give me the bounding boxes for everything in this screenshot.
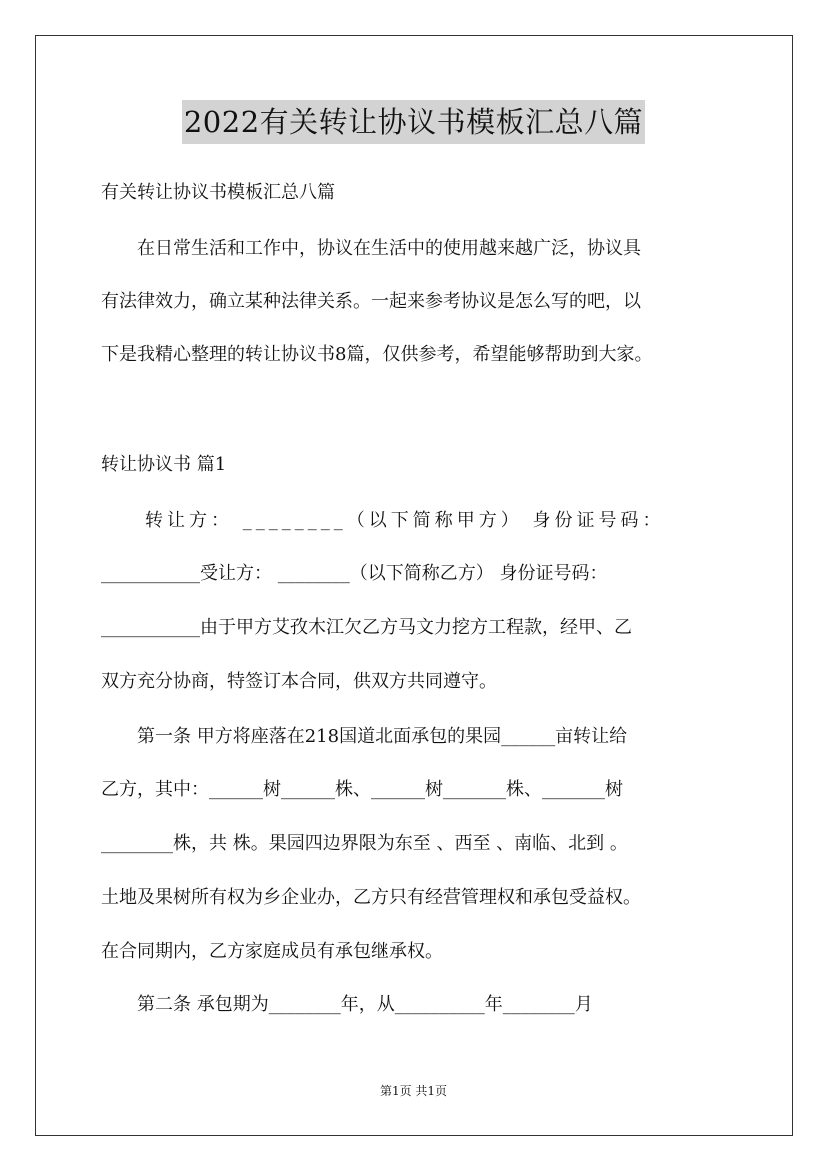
title-container (0, 100, 827, 144)
body-line-1: 转让方： ________（以下简称甲方） 身份证号码： (101, 510, 665, 531)
intro-line-3: 下是我精心整理的转让协议书8篇，仅供参考，希望能够帮助到大家。 (101, 344, 653, 365)
document-title: 2022有关转让协议书模板汇总八篇 (182, 100, 645, 144)
document-subtitle: 有关转让协议书模板汇总八篇 (101, 182, 335, 203)
body-line-7: ________株，共 株。果园四边界限为东至 、西至 、南临、北到 。 (101, 833, 628, 854)
intro-line-1: 在日常生活和工作中，协议在生活中的使用越来越广泛，协议具 (101, 238, 641, 259)
body-line-2: ___________受让方： ________（以下简称乙方） 身份证号码： (101, 563, 608, 584)
body-line-3: ___________由于甲方艾孜木江欠乙方马文力挖方工程款，经甲、乙 (101, 617, 632, 638)
page-footer: 第1页 共1页 (379, 1084, 448, 1098)
body-line-5: 第一条 甲方将座落在218国道北面承包的果园______亩转让给 (101, 726, 628, 747)
section-heading: 转让协议书 篇1 (101, 454, 227, 475)
body-line-9: 在合同期内，乙方家庭成员有承包继承权。 (101, 941, 443, 962)
body-line-10: 第二条 承包期为________年，从__________年________月 (101, 994, 593, 1015)
body-line-4: 双方充分协商，特签订本合同，供双方共同遵守。 (101, 671, 497, 692)
intro-line-2: 有法律效力，确立某种法律关系。一起来参考协议是怎么写的吧，以 (101, 291, 641, 312)
body-line-8: 土地及果树所有权为乡企业办，乙方只有经营管理权和承包受益权。 (101, 887, 641, 908)
body-line-6: 乙方，其中：______树______株、______树_______株、_______树 (101, 779, 623, 800)
